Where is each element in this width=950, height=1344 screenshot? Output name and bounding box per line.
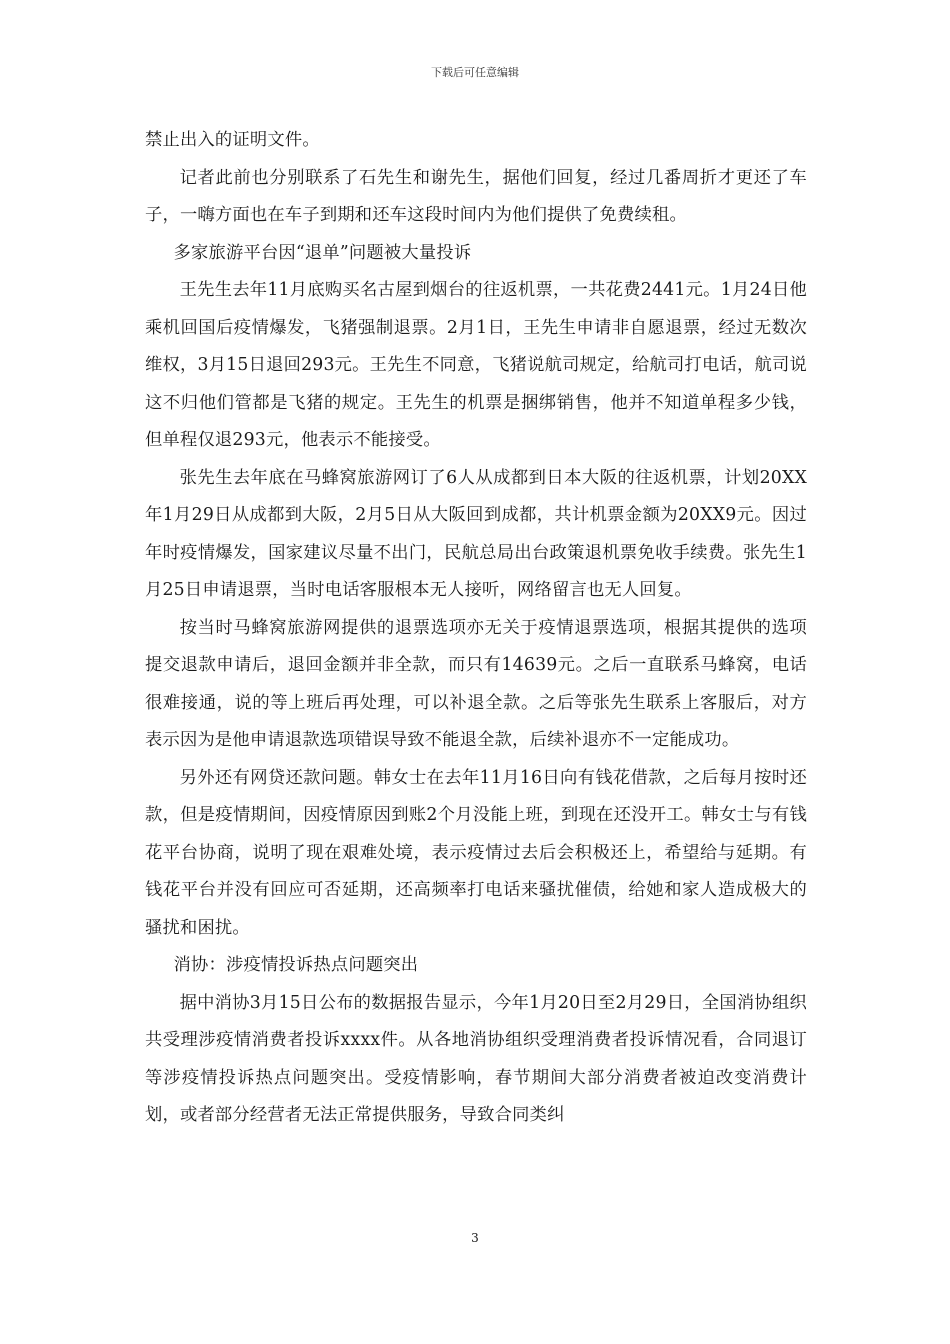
page-number: 3 bbox=[471, 1231, 479, 1245]
paragraph-cca-report: 据中消协3月15日公布的数据报告显示，今年1月20日至2月29日，全国消协组织共受理涉疫情消费者投诉xxxx件。从各地消协组织受理消费者投诉情况看，合同退订等涉疫情投诉热点问题突出。受疫情影响，春节期间大部分消费者被迫改变消费计划，或者部分经营者无法正常提供服务，导致合同类纠 bbox=[145, 992, 807, 1125]
paragraph-ms-han-loan: 另外还有网贷还款问题。韩女士在去年11月16日向有钱花借款，之后每月按时还款，但是疫情期间，因疫情原因到账2个月没能上班，到现在还没开工。韩女士与有钱花平台协商，说明了现在艰难处境，表示疫情过去后会积极还上，希望给与延期。有钱花平台并没有回应可否延期，还高频率打电话来骚扰催债，给她和家人造成极大的骚扰和困扰。 bbox=[145, 767, 807, 938]
section-heading-consumer-association: 消协：涉疫情投诉热点问题突出 bbox=[173, 955, 419, 975]
document-body bbox=[145, 122, 807, 1135]
section-heading-travel-platforms: 多家旅游平台因“退单”问题被大量投诉 bbox=[173, 242, 472, 263]
paragraph-mafengwo-refund: 按当时马蜂窝旅游网提供的退票选项亦无关于疫情退票选项，根据其提供的选项提交退款申请后，退回金额并非全款，而只有14639元。之后一直联系马蜂窝，电话很难接通，说的等上班后再处理，可以补退全款。之后等张先生联系上客服后，对方表示因为是他申请退款选项错误导致不能退全款，后续补退亦不一定能成功。 bbox=[145, 617, 807, 750]
paragraph-mr-wang: 王先生去年11月底购买名古屋到烟台的往返机票，一共花费2441元。1月24日他乘机回国后疫情爆发，飞猪强制退票。2月1日，王先生申请非自愿退票，经过无数次维权，3月15日退回293元。王先生不同意，飞猪说航司规定，给航司打电话，航司说这不归他们管都是飞猪的规定。王先生的机票是捆绑销售，他并不知道单程多少钱，但单程仅退293元，他表示不能接受。 bbox=[145, 280, 807, 450]
paragraph-continuation: 禁止出入的证明文件。 bbox=[145, 130, 320, 150]
paragraph-reporter-contact: 记者此前也分别联系了石先生和谢先生，据他们回复，经过几番周折才更还了车子，一嗨方面也在车子到期和还车这段时间内为他们提供了免费续租。 bbox=[145, 167, 807, 225]
paragraph-mr-zhang: 张先生去年底在马蜂窝旅游网订了6人从成都到日本大阪的往返机票，计划20XX年1月29日从成都到大阪，2月5日从大阪回到成都，共计机票金额为20XX9元。因过年时疫情爆发，国家建议尽量不出门，民航总局出台政策退机票免收手续费。张先生1月25日申请退票，当时电话客服根本无人接听，网络留言也无人回复。 bbox=[145, 467, 807, 600]
page-header-note: 下载后可任意编辑 bbox=[431, 66, 519, 79]
